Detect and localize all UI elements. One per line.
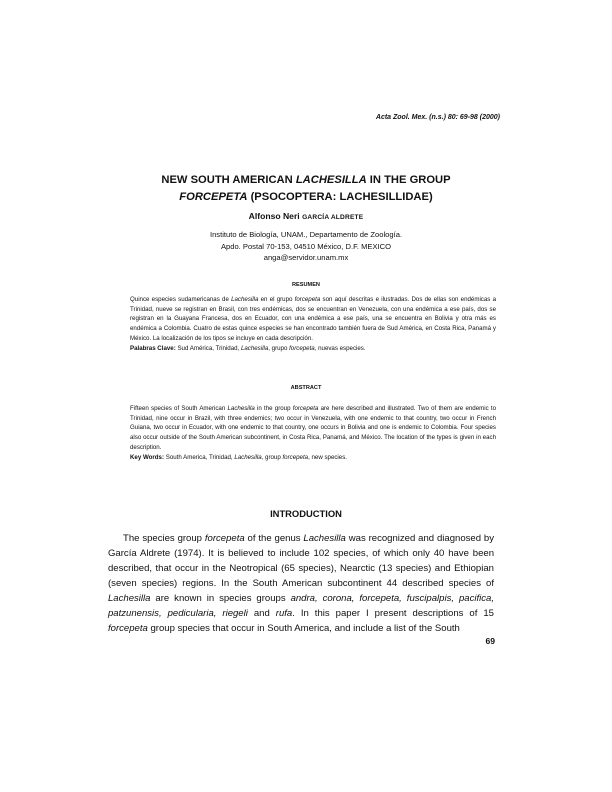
abstract-keywords: Key Words: South America, Trinidad, Lachesilla, group forcepeta, new species. [130,453,347,461]
title-line-2: FORCEPETA (PSOCOPTERA: LACHESILLIDAE) [179,191,433,203]
abstract-heading: ABSTRACT [290,385,322,391]
resumen-keywords: Palabras Clave: Sud América, Trinidad, Lachesilla, grupo forcepeta, nuevas especies. [130,344,366,352]
affiliation-address: Apdo. Postal 70-153, 04510 México, D.F. MEXICO [220,241,392,251]
introduction-heading: INTRODUCTION [270,508,342,519]
affiliation-email: anga@servidor.unam.mx [263,253,349,262]
author-affiliation [100,229,512,264]
author-name: Alfonso Neri GARCÍA ALDRETE [248,211,364,221]
page-number: 69 [485,636,495,646]
resumen-text: Quince especies sudamericanas de Lachesilla en el grupo forcepeta son aquí descritas e ilustradas. Dos de ellas son endémicas a Trinidad, nueve se registran en Brasil, con tres endémicas, dos se encuentran en Venezuela, con una endémica a ese país, dos se registran en la Guayana Francesa, dos en Ecuador, con una endémica a ese país, una se encuentra en Bolivia y otra más es endémica a Colombia. Cuatro de estas quince especies se han encontrado también fuera de Sud América, en Costa Rica, Panamá y México. La localización de los tipos se incluye en cada descripción. Palabras Clave: Sud América, Trinidad, Lachesilla, grupo forcepeta, nuevas especies. [130,296,497,352]
abstract-text: Fifteen species of South American Lachesilla in the group forcepeta are here described and illustrated. Two of them are endemic to Trinidad, nine occur in Brazil, with three endemics; two occur in Venezuela, with one endemic to that country, two occur in French Guiana, two occur in Ecuador, with one endemic to that country, one occurs in Bolivia and one is endemic to Colombia. Four species also occur outside of the South American subcontinent, in Costa Rica, Panamá, and México. The location of the types is given in each description. Key Words: South America, Trinidad, Lachesilla, group forcepeta, new species. [130,405,497,461]
journal-citation: Acta Zool. Mex. (n.s.) 80: 69-98 (2000) [375,114,500,121]
article-title [100,172,512,206]
title-line-1: NEW SOUTH AMERICAN LACHESILLA IN THE GROUP [161,174,451,186]
introduction-paragraph: The species group forcepeta of the genus Lachesilla was recognized and diagnosed by García Aldrete (1974). It is believed to include 102 species, of which only 40 have been described, that occur in the Neotropical (65 species), Nearctic (13 species) and Ethiopian (seven species) regions. In the South American subcontinent 44 described species of Lachesilla are known in species groups andra, corona, forcepeta, fuscipalpis, pacifica, patzunensis, pedicularia, riegeli and rufa. In this paper I present descriptions of 15 forcepeta group species that occur in South America, and include a list of the South [108,533,494,634]
affiliation-institute: Instituto de Biología, UNAM., Departamento de Zoología. [209,230,403,239]
resumen-heading: RESUMEN [292,282,320,288]
